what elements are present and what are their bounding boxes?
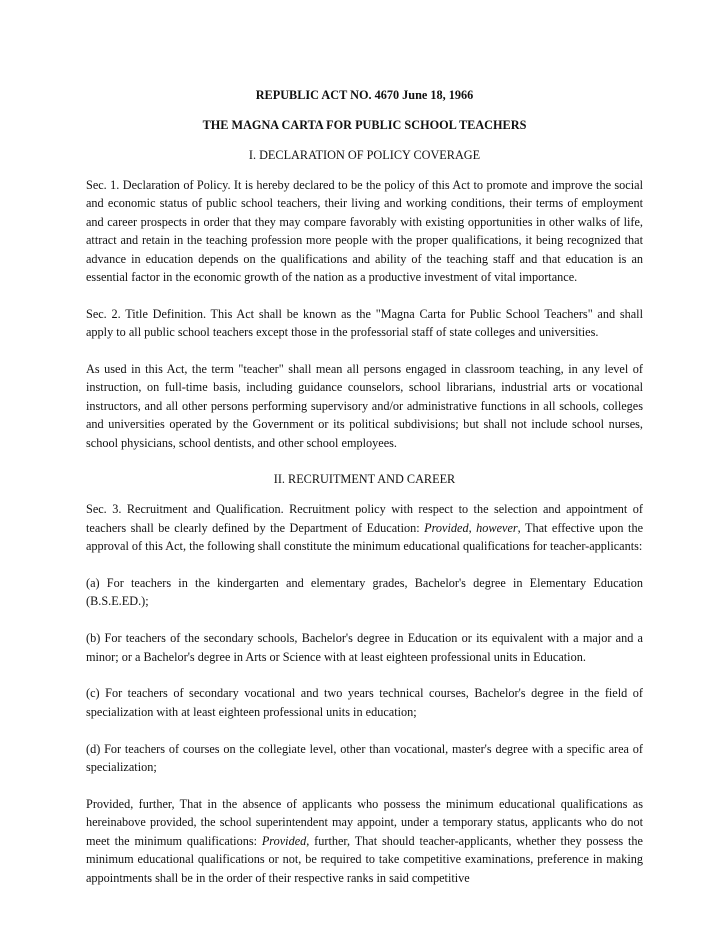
sec3-text-1: Sec. 3. Recruitment and Qualification. Recruitment policy with respect to the selection and appointment of teachers shall be clearly defined by the Department of Education: [86,502,643,535]
teacher-definition-paragraph: As used in this Act, the term "teacher" shall mean all persons engaged in classroom teaching, in any level of instruction, on full-time basis, including guidance counselors, school librarians, industrial arts or vocational instructors, and all other persons performing supervisory and/or administrative functions in all schools, colleges and universities operated by the Government or its political subdivisions; but shall not include school nurses, school physicians, school dentists, and other school employees. [86,362,643,450]
sec1-paragraph: Sec. 1. Declaration of Policy. It is hereby declared to be the policy of this Act to promote and improve the social and economic status of public school teachers, their living and working conditions, their terms of employment and career prospects in order that they may compare favorably with existing opportunities in other walks of life, attract and retain in the teaching profession more people with the proper qualifications, it being recognized that advance in education depends on the qualifications and ability of the teaching staff and that education is an essential factor in the economic growth of the nation as a productive investment of vital importance. [86,178,643,285]
document-title: REPUBLIC ACT NO. 4670 June 18, 1966 [255,88,474,102]
item-d-paragraph: (d) For teachers of courses on the collegiate level, other than vocational, master's degree with a specific area of specialization; [86,741,643,775]
item-a-paragraph: (a) For teachers in the kindergarten and elementary grades, Bachelor's degree in Elementary Education (B.S.E.ED.); [86,576,643,609]
sec3-comma: , [468,520,477,535]
proviso-paragraph [86,795,643,887]
sec3-text-2: , That effective upon the approval of this Act, the following shall constitute the minimum educational qualifications for teacher-applicants: [86,520,644,554]
sec2-paragraph: Sec. 2. Title Definition. This Act shall be known as the "Magna Carta for Public School Teachers" and shall apply to all public school teachers except those in the professorial staff of state colleges and universities. [86,306,643,340]
document-subtitle: THE MAGNA CARTA FOR PUBLIC SCHOOL TEACHERS [202,118,527,132]
sec3-however: however [476,520,518,535]
document-page [86,86,643,887]
proviso-text-1: Provided, further, That in the absence of applicants who possess the minimum educational qualifications as hereinabove provided, the school superintendent may appoint, under a temporary status, applicants who do not meet the minimum qualifications: [86,796,643,848]
item-b-paragraph: (b) For teachers of the secondary schools, Bachelor's degree in Education or its equivalent with a major and a minor; or a Bachelor's degree in Arts or Science with at least eighteen professional units in Education. [86,631,643,664]
section-heading-declaration: I. DECLARATION OF POLICY COVERAGE [248,148,481,162]
item-c-paragraph: (c) For teachers of secondary vocational and two years technical courses, Bachelor's degree in the field of specialization with at least eighteen professional units in education; [86,686,643,719]
sec3-paragraph [86,500,643,555]
sec3-provided: Provided [424,520,469,535]
proviso-provided: Provided [261,833,307,848]
proviso-text-2: , further, That should teacher-applicants, whether they possess the minimum educational qualifications or not, be required to take competitive examinations, preference in making appointments shall be in the order of their respective ranks in said competitive [86,833,643,885]
section-heading-recruitment: II. RECRUITMENT AND CAREER [273,472,456,487]
